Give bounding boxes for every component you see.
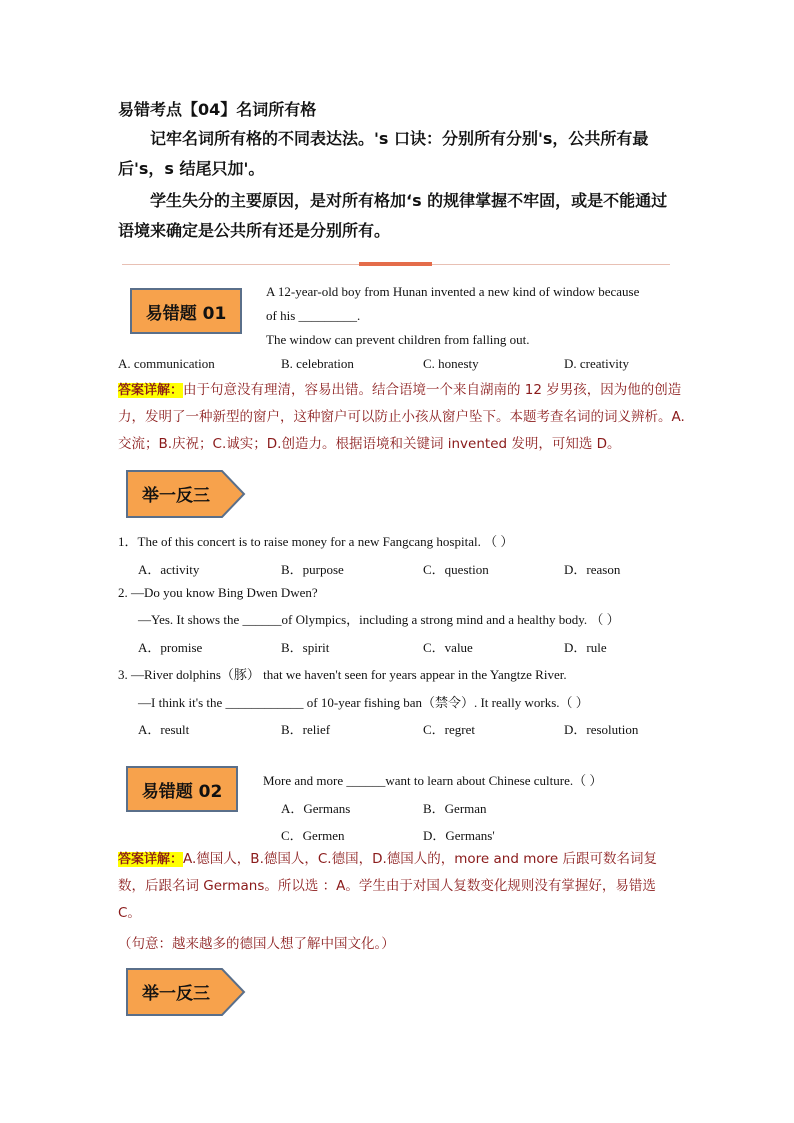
practice-2-option-c[interactable]: C．value bbox=[423, 640, 473, 655]
q1-option-a[interactable]: A. communication bbox=[118, 356, 215, 371]
q2-answer-explanation bbox=[118, 846, 678, 927]
q2-stem: More and more ______want to learn about Chinese culture.（ ） bbox=[263, 773, 603, 788]
q2-option-d[interactable]: D．Germans' bbox=[423, 828, 495, 843]
answer-label: 答案详解： bbox=[118, 383, 184, 398]
divider-accent bbox=[359, 262, 432, 266]
practice-2-stem-line-2: —Yes. It shows the ______of Olympics，including a strong mind and a healthy body. （ ） bbox=[138, 612, 620, 627]
practice-1-option-c[interactable]: C．question bbox=[423, 562, 489, 577]
practice-1-option-d[interactable]: D．reason bbox=[564, 562, 621, 577]
practice-3-option-b[interactable]: B．relief bbox=[281, 722, 331, 737]
q1-answer-explanation bbox=[118, 377, 688, 458]
practice-2-option-d[interactable]: D．rule bbox=[564, 640, 607, 655]
practice-3-option-c[interactable]: C．regret bbox=[423, 722, 475, 737]
intro-paragraph-2: 学生失分的主要原因，是对所有格加‘s 的规律掌握不牢固，或是不能通过语境来确定是公共所有还是分别所有。 bbox=[118, 191, 668, 240]
practice-2-option-b[interactable]: B．spirit bbox=[281, 640, 330, 655]
q2-option-c[interactable]: C．Germen bbox=[281, 828, 345, 843]
practice-arrow-1 bbox=[126, 470, 244, 516]
q1-stem-line-2: of his _________. bbox=[266, 308, 361, 323]
practice-1-option-b[interactable]: B．purpose bbox=[281, 562, 344, 577]
practice-2-option-a[interactable]: A．promise bbox=[138, 640, 203, 655]
q1-option-d[interactable]: D. creativity bbox=[564, 356, 629, 371]
practice-3-option-a[interactable]: A．result bbox=[138, 722, 190, 737]
practice-1-stem: 1．The of this concert is to raise money for a new Fangcang hospital. （ ） bbox=[118, 534, 514, 549]
q1-answer-text: 由于句意没有理清，容易出错。结合语境一个来自湖南的 12 岁男孩，因为他的创造力，发明了一种新型的窗户，这种窗户可以防止小孩从窗户坠下。本题考查名词的词义辨析。A.交流；B.庆祝；C.诚实；D.创造力。根据语境和关键词 invented 发明，可知选 D。 bbox=[118, 382, 685, 452]
practice-2-stem: 2. —Do you know Bing Dwen Dwen? bbox=[118, 585, 318, 600]
practice-3-option-d[interactable]: D．resolution bbox=[564, 722, 639, 737]
practice-1-option-a[interactable]: A．activity bbox=[138, 562, 200, 577]
q1-option-b[interactable]: B. celebration bbox=[281, 356, 354, 371]
q2-option-b[interactable]: B．German bbox=[423, 801, 487, 816]
answer-label: 答案详解： bbox=[118, 852, 184, 867]
mistake-question-tag-2: 易错题 02 bbox=[126, 766, 238, 812]
intro-paragraph-1: 记牢名词所有格的不同表达法。's 口诀：分别所有分别's，公共所有最后's，s 结尾只加'。 bbox=[118, 129, 649, 178]
mistake-question-tag-1: 易错题 01 bbox=[130, 288, 242, 334]
q1-option-c[interactable]: C. honesty bbox=[423, 356, 479, 371]
q1-stem-line-3: The window can prevent children from falling out. bbox=[266, 332, 530, 347]
q2-answer-text: A.德国人，B.德国人，C.德国，D.德国人的，more and more 后跟可数名词复数，后跟名词 Germans。所以选 ：A。学生由于对国人复数变化规则没有掌握好，易错选 C。 bbox=[118, 851, 657, 921]
practice-3-stem: 3. —River dolphins（豚） that we haven't seen for years appear in the Yangtze River. bbox=[118, 667, 567, 682]
q2-option-a[interactable]: A．Germans bbox=[281, 801, 351, 816]
practice-arrow-2 bbox=[126, 968, 244, 1014]
practice-3-stem-line-2: —I think it's the ____________ of 10-year fishing ban（禁令）. It really works.（ ） bbox=[138, 695, 589, 710]
q1-stem-line-1: A 12-year-old boy from Hunan invented a new kind of window because bbox=[266, 284, 640, 299]
page-title: 易错考点【04】名词所有格 bbox=[118, 100, 317, 119]
practice-label-1: 举一反三 bbox=[142, 485, 210, 506]
q2-translation: （句意：越来越多的德国人想了解中国文化。） bbox=[118, 936, 395, 952]
practice-label-2: 举一反三 bbox=[142, 983, 210, 1004]
